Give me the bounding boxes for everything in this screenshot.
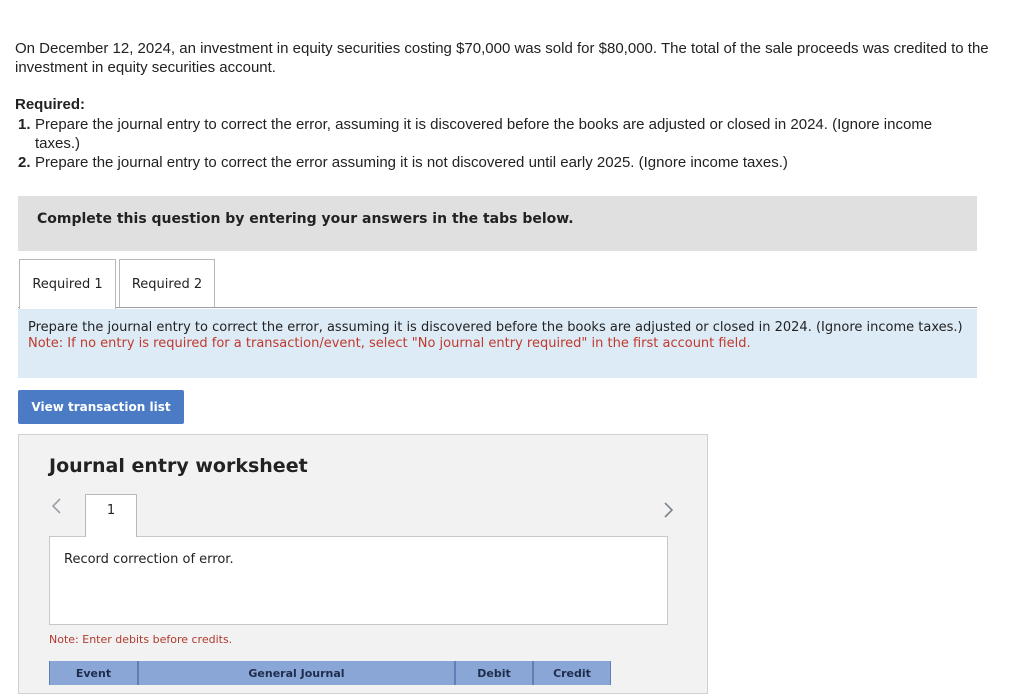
view-transaction-list-button[interactable]: View transaction list — [18, 390, 184, 424]
required-item-text: Prepare the journal entry to correct the error, assuming it is discovered before the books are adjusted or closed in 2024. (Ignore income taxes.) — [35, 116, 933, 152]
banner-text: Complete this question by entering your answers in the tabs below. — [37, 211, 574, 227]
entry-description: Record correction of error. — [49, 536, 668, 625]
required-item-number: 2. — [18, 154, 31, 171]
worksheet-note: Note: Enter debits before credits. — [49, 633, 233, 646]
required-item-text: Prepare the journal entry to correct the error assuming it is not discovered until early 2025. (Ignore income taxes.) — [35, 154, 788, 171]
column-header-debit: Debit — [455, 661, 533, 685]
tab-required-2[interactable]: Required 2 — [119, 259, 215, 308]
required-item-1 — [18, 115, 978, 153]
required-heading: Required: — [15, 96, 86, 113]
tab-instructions — [18, 309, 977, 378]
worksheet-title: Journal entry worksheet — [49, 455, 308, 477]
instruction-text: Prepare the journal entry to correct the error, assuming it is discovered before the books are adjusted or closed in 2024. (Ignore income taxes.) — [28, 320, 963, 335]
tab-required-1[interactable]: Required 1 — [19, 259, 116, 309]
journal-entry-worksheet — [18, 434, 708, 694]
column-header-credit: Credit — [533, 661, 611, 685]
chevron-left-icon[interactable] — [50, 496, 64, 521]
page-tab-1[interactable]: 1 — [85, 494, 137, 537]
column-header-event: Event — [49, 661, 138, 685]
required-item-number: 1. — [18, 116, 31, 133]
journal-table-header — [49, 661, 611, 685]
instruction-banner — [18, 196, 977, 251]
problem-statement: On December 12, 2024, an investment in equity securities costing $70,000 was sold for $80,000. The total of the sale proceeds was credited to the investment in equity securities account. — [15, 40, 989, 76]
column-header-general-journal: General Journal — [138, 661, 455, 685]
required-list — [18, 115, 978, 172]
chevron-right-icon[interactable] — [662, 500, 676, 525]
tab-divider — [18, 307, 977, 308]
required-item-2 — [18, 153, 978, 172]
instruction-note: Note: If no entry is required for a transaction/event, select "No journal entry required" in the first account field. — [28, 336, 751, 351]
